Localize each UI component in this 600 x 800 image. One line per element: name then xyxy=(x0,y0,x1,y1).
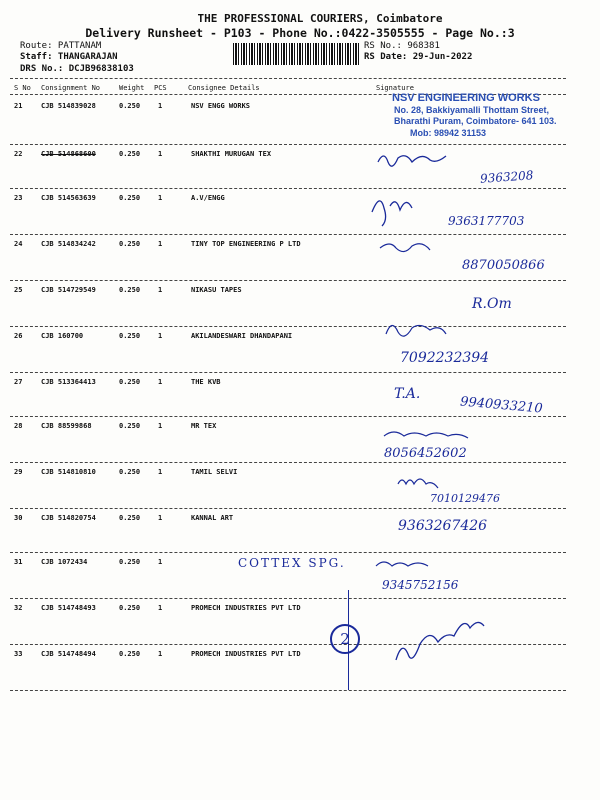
row-rule xyxy=(10,372,566,373)
row-consignee: AKILANDESWARI DHANDAPANI xyxy=(191,332,293,340)
row-sno: 24 xyxy=(14,240,23,248)
col-consignee: Consignee Details xyxy=(188,84,260,92)
row-pcs: 1 xyxy=(158,422,163,430)
row-weight: 0.250 xyxy=(119,240,141,248)
row-pcs: 1 xyxy=(158,604,163,612)
consignee-stamp xyxy=(384,88,566,142)
row-consignment: CJB 514563639 xyxy=(41,194,96,202)
sign-26-scribble xyxy=(386,325,446,336)
row-rule xyxy=(10,644,566,645)
sign-24-scribble xyxy=(380,244,430,252)
sign-31-scribble xyxy=(376,562,428,566)
staff-label: Staff: THANGARAJAN xyxy=(20,52,118,62)
row-consignment: CJB 514834242 xyxy=(41,240,96,248)
sign-23-scribble xyxy=(372,201,412,226)
sign-32-scribble xyxy=(396,622,484,660)
row-sno: 27 xyxy=(14,378,23,386)
row-rule xyxy=(10,188,566,189)
row-pcs: 1 xyxy=(158,286,163,294)
rs-no: RS No.: 968381 xyxy=(364,41,440,51)
sign-28-scribble xyxy=(384,432,468,438)
row-pcs: 1 xyxy=(158,240,163,248)
row-consignment: CJB 514820754 xyxy=(41,514,96,522)
row-consignment: CJB 514748493 xyxy=(41,604,96,612)
row-consignment: CJB 514748494 xyxy=(41,650,96,658)
sign-27: T.A. xyxy=(394,386,421,402)
stamp-line-2: No. 28, Bakkiyamalli Thottam Street, xyxy=(394,105,550,115)
sign-24-phone: 8870050866 xyxy=(462,258,545,273)
runsheet-line: Delivery Runsheet - P103 - Phone No.:0422-3505555 - Page No.:3 xyxy=(85,26,515,40)
sign-31-phone: 9345752156 xyxy=(382,578,459,592)
sign-25: R.Om xyxy=(472,296,512,312)
row-consignment: CJB 514810810 xyxy=(41,468,96,476)
row-consignee: NIKASU TAPES xyxy=(191,286,242,294)
row-rule xyxy=(10,690,566,691)
row-sno: 33 xyxy=(14,650,23,658)
row-rule xyxy=(10,144,566,145)
stamp-line-3: Bharathi Puram, Coimbatore- 641 103. xyxy=(394,116,557,126)
row-pcs: 1 xyxy=(158,468,163,476)
row-rule xyxy=(10,416,566,417)
row-sno: 29 xyxy=(14,468,23,476)
row-weight: 0.250 xyxy=(119,468,141,476)
sign-27-phone: 9940933210 xyxy=(459,394,544,417)
row-consignee: MR TEX xyxy=(191,422,217,430)
row-sno: 21 xyxy=(14,102,23,110)
stamp-line-4: Mob: 98942 31153 xyxy=(410,128,487,138)
col-weight: Weight xyxy=(119,84,145,92)
row-weight: 0.250 xyxy=(119,194,141,202)
row-weight: 0.250 xyxy=(119,558,141,566)
row-weight: 0.250 xyxy=(119,378,141,386)
row-weight: 0.250 xyxy=(119,332,141,340)
row-rule xyxy=(10,508,566,509)
row-consignee: PROMECH INDUSTRIES PVT LTD xyxy=(191,604,301,612)
row-weight: 0.250 xyxy=(119,422,141,430)
row-sno: 26 xyxy=(14,332,23,340)
row-weight: 0.250 xyxy=(119,650,141,658)
col-signature: Signature xyxy=(376,84,414,92)
row-sno: 22 xyxy=(14,150,23,158)
row-consignee: A.V/ENGG xyxy=(191,194,225,202)
row-sno: 30 xyxy=(14,514,23,522)
row-consignment: CJB 160700 xyxy=(41,332,84,340)
stamp-line-1: NSV ENGINEERING WORKS xyxy=(392,92,540,104)
row-consignment: CJB 514729549 xyxy=(41,286,96,294)
row-consignee: NSV ENGG WORKS xyxy=(191,102,251,110)
row-rule xyxy=(10,598,566,599)
barcode xyxy=(233,43,360,65)
row-consignee: PROMECH INDUSTRIES PVT LTD xyxy=(191,650,301,658)
drs-label: DRS No.: DCJB96838103 xyxy=(20,64,134,74)
row-consignee: SHAKTHI MURUGAN TEX xyxy=(191,150,272,158)
sign-22-scribble xyxy=(378,156,446,166)
row-sno: 23 xyxy=(14,194,23,202)
row-pcs: 1 xyxy=(158,102,163,110)
route-label: Route: PATTANAM xyxy=(20,41,102,51)
sign-26-phone: 7092232394 xyxy=(400,350,490,366)
row-consignment: CJB 514868600 xyxy=(41,150,96,158)
row-rule xyxy=(10,280,566,281)
row-pcs: 1 xyxy=(158,514,163,522)
sign-23-phone: 9363177703 xyxy=(448,214,525,228)
row-rule xyxy=(10,326,566,327)
page-title: THE PROFESSIONAL COURIERS, Coimbatore xyxy=(197,12,443,25)
row-weight: 0.250 xyxy=(119,102,141,110)
row-pcs: 1 xyxy=(158,378,163,386)
sign-29-scribble xyxy=(398,479,438,488)
sign-22-phone: 9363208 xyxy=(479,168,534,186)
sign-30-phone: 9363267426 xyxy=(398,518,488,534)
row-consignee: THE KVB xyxy=(191,378,221,386)
row-consignment: CJB 88599868 xyxy=(41,422,92,430)
row-pcs: 1 xyxy=(158,150,163,158)
sign-29-phone: 7010129476 xyxy=(430,492,500,505)
header-rule-top xyxy=(10,78,566,79)
row-weight: 0.250 xyxy=(119,604,141,612)
row-sno: 25 xyxy=(14,286,23,294)
row-weight: 0.250 xyxy=(119,150,141,158)
row-consignment: CJB 514839028 xyxy=(41,102,96,110)
row-consignee: TINY TOP ENGINEERING P LTD xyxy=(191,240,301,248)
row-weight: 0.250 xyxy=(119,514,141,522)
row-rule xyxy=(10,552,566,553)
row-pcs: 1 xyxy=(158,194,163,202)
row-rule xyxy=(10,234,566,235)
signature-stroke xyxy=(348,590,349,690)
circle-mark: 2 xyxy=(330,624,360,654)
row-consignee: TAMIL SELVI xyxy=(191,468,238,476)
row-rule xyxy=(10,462,566,463)
row-sno: 31 xyxy=(14,558,23,566)
col-pcs: PCS xyxy=(154,84,167,92)
sign-28-phone: 8056452602 xyxy=(384,446,467,461)
col-sno: S No xyxy=(14,84,31,92)
rs-date: RS Date: 29-Jun-2022 xyxy=(364,52,473,62)
row-pcs: 1 xyxy=(158,558,163,566)
row-sno: 32 xyxy=(14,604,23,612)
row-consignee: KANNAL ART xyxy=(191,514,234,522)
row-pcs: 1 xyxy=(158,332,163,340)
row-consignment: CJB 1072434 xyxy=(41,558,88,566)
row-consignment: CJB 513364413 xyxy=(41,378,96,386)
r31-consignee-handwritten: COTTEX SPG. xyxy=(238,556,346,570)
row-weight: 0.250 xyxy=(119,286,141,294)
col-consignment: Consignment No xyxy=(41,84,101,92)
row-pcs: 1 xyxy=(158,650,163,658)
row-sno: 28 xyxy=(14,422,23,430)
